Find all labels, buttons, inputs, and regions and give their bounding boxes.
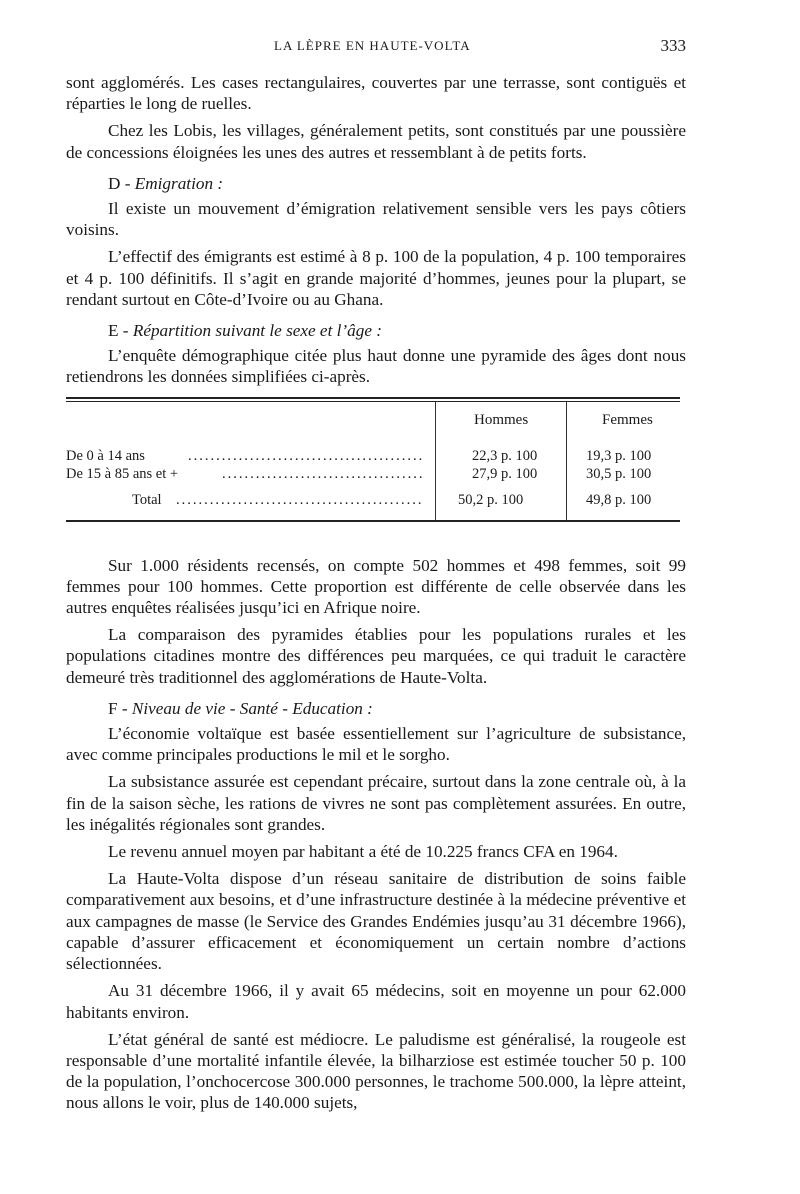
section-heading-prefix: F -: [108, 698, 132, 718]
table-rule-bottom: [66, 520, 680, 522]
cell-hommes: 27,9 p. 100: [472, 466, 538, 482]
table-column-divider: [566, 438, 567, 448]
section-heading-title: Niveau de vie - Santé - Education :: [131, 698, 373, 718]
section-heading-e: [66, 320, 686, 341]
section-heading-title: Répartition suivant le sexe et l’âge :: [132, 321, 382, 341]
table-gap: [66, 484, 680, 492]
cell-femmes: 19,3 p. 100: [586, 448, 652, 464]
table-column-divider: [435, 484, 436, 492]
table-column-divider: [566, 492, 567, 510]
paragraph: L’état général de santé est médiocre. Le paludisme est généralisé, la rougeole est responsable d’une mortalité infantile élevée, la bilharziose est estimée toucher 50 p. 100 de la population, l’onchocercose 300.000 personnes, le trachome 500.000, la lèpre atteint, nous allons le voir, plus de 140.000 sujets,: [66, 1029, 686, 1113]
table-row-total: [66, 492, 680, 510]
table-column-divider: [566, 448, 567, 466]
table-column-divider: [566, 510, 567, 520]
table-row: [66, 448, 680, 466]
body-text: [66, 72, 686, 1120]
leader-dots: ............................................: [176, 492, 424, 508]
paragraph: L’effectif des émigrants est estimé à 8 p. 100 de la population, 4 p. 100 temporaires et 4 p. 100 définitifs. Il s’agit en grande majorité d’hommes, jeunes pour la plupart, se rendant surtout en Côte-d’Ivoire ou au Ghana.: [66, 247, 686, 309]
table-rule-top: [66, 397, 680, 399]
paragraph: La Haute-Volta dispose d’un réseau sanitaire de distribution de soins faible comparativement aux besoins, et d’une infrastructure destinée à la médecine préventive et aux campagnes de masse (le Service des Grandes Endémies jusqu’au 31 décembre 1966), capable d’assurer efficacement et économiquement un certain nombre d’actions sélectionnées.: [66, 869, 686, 974]
table-gap: [66, 438, 680, 448]
row-label-total: Total: [132, 492, 162, 508]
section-heading-title: Emigration :: [134, 173, 224, 193]
table-column-divider: [435, 466, 436, 484]
running-head-title: LA LÈPRE EN HAUTE-VOLTA: [274, 38, 471, 53]
paragraph: Chez les Lobis, les villages, généralement petits, sont constitués par une poussière de concessions éloignées les unes des autres et ressemblant à de petits forts.: [66, 121, 686, 162]
row-label: De 0 à 14 ans: [66, 448, 145, 464]
table-column-divider: [435, 510, 436, 520]
table-column-divider: [566, 466, 567, 484]
paragraph: Il existe un mouvement d’émigration relativement sensible vers les pays côtiers voisins.: [66, 199, 686, 240]
section-heading-prefix: D -: [108, 173, 135, 193]
paragraph: sont agglomérés. Les cases rectangulaires, couvertes par une terrasse, sont contiguës et réparties le long de ruelles.: [66, 73, 686, 114]
paragraph: La comparaison des pyramides établies pour les populations rurales et les populations citadines montre des différences peu marquées, ce qui traduit le caractère demeuré très traditionnel des agglomérations de Haute-Volta.: [66, 625, 686, 687]
table-gap: [66, 510, 680, 520]
table-column-divider: [435, 448, 436, 466]
cell-femmes: 49,8 p. 100: [586, 492, 652, 508]
paragraph: Le revenu annuel moyen par habitant a été de 10.225 francs CFA en 1964.: [108, 842, 618, 862]
table-column-divider: [435, 402, 436, 438]
cell-femmes: 30,5 p. 100: [586, 466, 652, 482]
table-row: [66, 466, 680, 484]
paragraph: La subsistance assurée est cependant précaire, surtout dans la zone centrale où, à la fin de la saison sèche, les rations de vivres ne sont pas complètement assurées. En outre, les inégalités régionales sont grandes.: [66, 772, 686, 834]
paragraph: L’économie voltaïque est basée essentiellement sur l’agriculture de subsistance, avec comme principales productions le mil et le sorgho.: [66, 724, 686, 765]
table-column-divider: [435, 492, 436, 510]
table-column-divider: [566, 402, 567, 438]
paragraph: Sur 1.000 résidents recensés, on compte 502 hommes et 498 femmes, soit 99 femmes pour 100 hommes. Cette proportion est différente de celle observée dans les autres enquêtes réalisées jusqu’ici en Afrique noire.: [66, 555, 686, 618]
leader-dots: ....................................: [222, 466, 425, 482]
cell-hommes: 22,3 p. 100: [472, 448, 538, 464]
section-heading-f: [66, 698, 686, 719]
table-column-divider: [566, 484, 567, 492]
table-column-divider: [435, 438, 436, 448]
row-label: De 15 à 85 ans et +: [66, 466, 179, 482]
cell-hommes: 50,2 p. 100: [458, 492, 524, 508]
paragraph: L’enquête démographique citée plus haut donne une pyramide des âges dont nous retiendrons les données simplifiées ci-après.: [66, 346, 686, 387]
running-head: [66, 38, 686, 58]
paragraph: Au 31 décembre 1966, il y avait 65 médecins, soit en moyenne un pour 62.000 habitants environ.: [66, 981, 686, 1022]
leader-dots: ..........................................: [188, 448, 425, 464]
section-heading-prefix: E -: [108, 321, 133, 341]
column-header-femmes: Femmes: [602, 412, 653, 428]
table-header-row: [66, 402, 680, 438]
age-sex-table: [66, 397, 680, 522]
column-header-hommes: Hommes: [474, 412, 529, 428]
section-heading-d: [66, 173, 686, 194]
page-number: 333: [660, 36, 686, 55]
